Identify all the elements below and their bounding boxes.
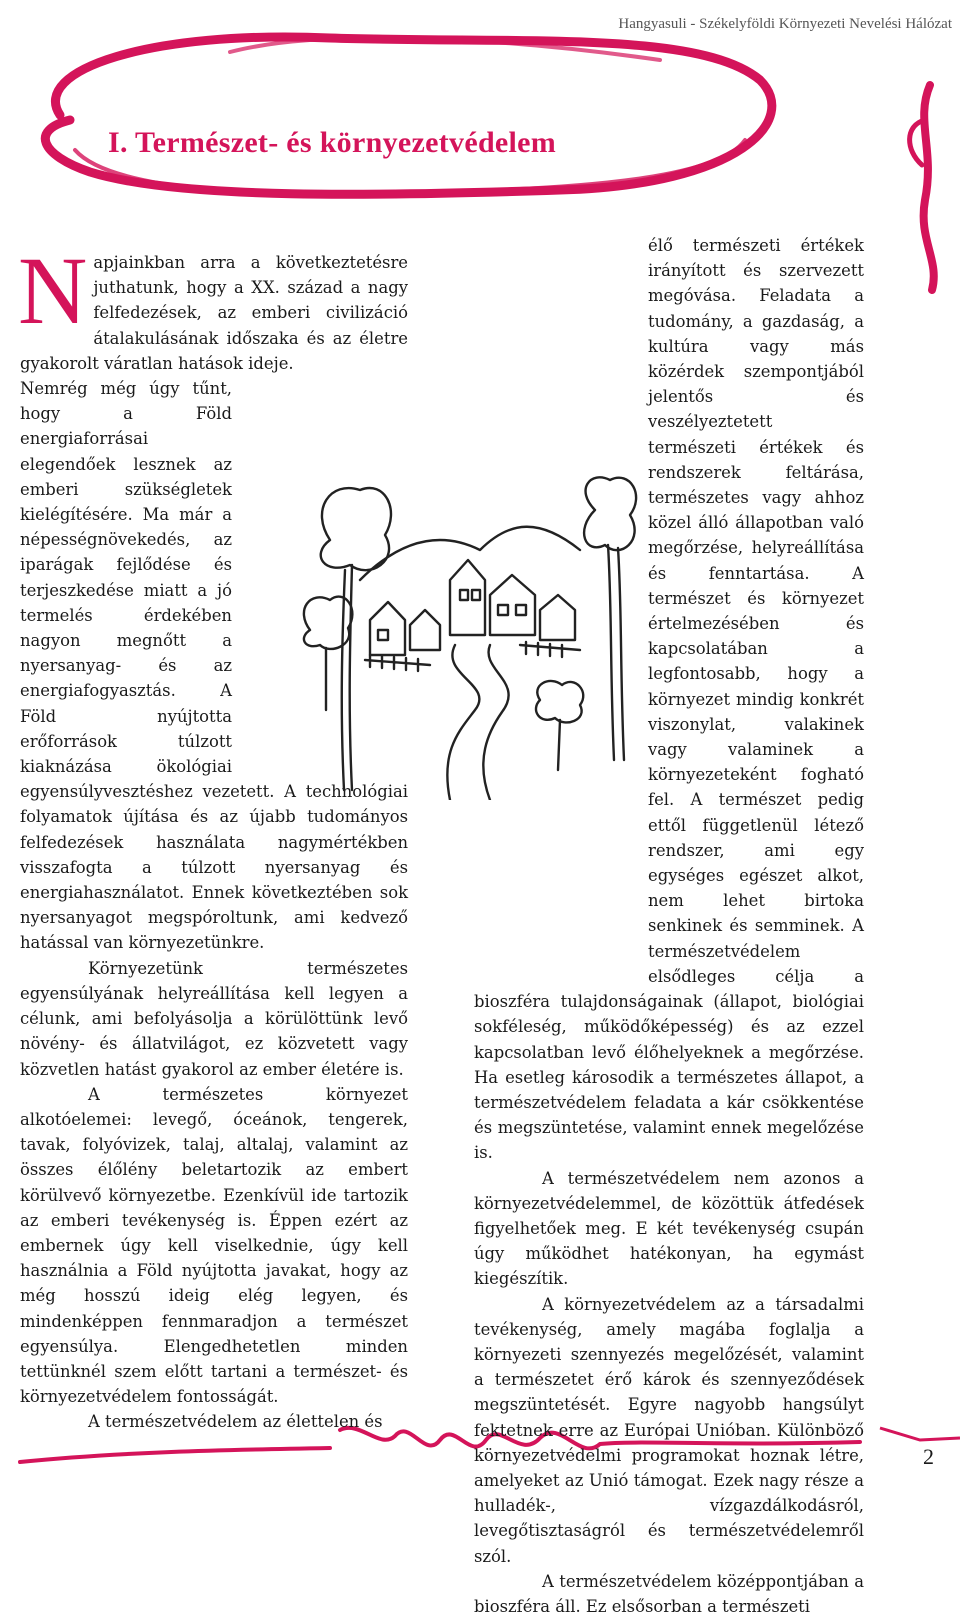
left-column — [18, 237, 408, 1435]
village-illustration-icon — [290, 470, 650, 800]
right-paragraph-2: A természetvédelem nem azonos a környezetvédelemmel, de közöttük átfedések figyelhetőek meg. E két tevékenység csupán úgy működhet hatékonyan, ha egymást kiegészítik. — [474, 1168, 864, 1289]
right-paragraph-4: A természetvédelem középpontjában a bioszféra áll. Ez elsősorban a természeti — [474, 1571, 864, 1616]
title-frame-icon — [45, 37, 772, 194]
right-swirl-icon — [924, 85, 934, 290]
left-paragraph-4: A természetes környezet alkotóelemei: levegő, óceánok, tengerek, tavak, folyóvizek, talaj, altalaj, valamint az összes élőlény beletartozik az embert körülvevő környezetbe. Ezenkívül ide tartozik az emberi tevékenység is. Éppen ezért az embernek úgy kell viselkednie, úgy kell használnia a Föld nyújtotta javakat, hogy az még hosszú ideig elég legyen, és mindenképpen fennmaradjon a természet egyensúlya. Elengedhetetlen minden tettünknél szem előtt tartani a természet- és környezetvédelem fontosságát. — [20, 1084, 408, 1407]
page-number: 2 — [923, 1444, 934, 1469]
right-column — [474, 233, 864, 1619]
left-paragraph-5: A természetvédelem az élettelen és — [88, 1412, 383, 1432]
right-paragraph-3: A környezetvédelem az a társadalmi tevékenység, amely magába foglalja a környezeti szennyezés megelőzését, valamint a természetet érő károk és szennyeződések megszüntetését. Egyre nagyobb hangsúlyt fektetnek erre az Európai Unióban. Különböző környezetvédelmi programokat hoznak létre, amelyeket az Unió támogat. Ezek nagy része a hulladék-, vízgazdálkodásról, levegőtisztaságról és természetvédelemről szól. — [474, 1294, 864, 1566]
chapter-title: I. Természet- és környezetvédelem — [108, 126, 557, 160]
left-paragraph-1: apjainkban arra a következtetésre juthatunk, hogy a XX. század a nagy felfedezések, az emberi civilizáció átalakulásának időszaka és az életre gyakorolt váratlan hatások ideje. — [20, 253, 408, 373]
left-paragraph-3: Környezetünk természetes egyensúlyának helyreállítása kell legyen a célunk, ami befolyásolja a körülöttünk levő növény- és állatvilágot, ez közvetett vagy közvetlen hatást gyakorol az ember életére is. — [20, 958, 408, 1079]
left-paragraph-2: Nemrég még úgy tűnt, hogy a Föld energiaforrásai elegendőek lesznek az emberi szükségletek kielégítésére. Ma már a népességnövekedés, az iparágak fejlődése és terjeszkedése miatt a jó termelés érdekében nagyon megnőtt a nyersanyag- és az energiafogyasztás. A Föld nyújtotta erőforrások túlzott kiaknázása ökológiai egyensúlyvesztéshez vezetett. A technológiai folyamatok újítása és az újabb tudományos felfedezések használata nagymértékben visszafogta a túlzott nyersanyag és energiahasználatot. Ennek következtében sok nyersanyagot megspóroltunk, ami kedvező hatással van környezetünkre. — [20, 379, 408, 953]
dropcap-letter: N — [18, 237, 88, 344]
header-network-name: Hangyasuli - Székelyföldi Környezeti Nevelési Hálózat — [618, 16, 952, 32]
right-paragraph-1: élő természeti értékek irányított és szervezett megóvása. Feladata a tudomány, a gazdaság, a kultúra vagy más közérdek szempontjából jelentős és veszélyeztetett természeti értékek és rendszerek feltárása, természetes vagy ahhoz közel álló állapotban való megőrzése, helyreállítása és fenntartása. A természet és környezet értelmezésében és kapcsolatában a legfontosabb, hogy a környezet mindig konkrét viszonylat, valakinek vagy valaminek a környezeteként fogható fel. A természet pedig ettől függetlenül létező rendszer, ami egy egységes egészet alkot, nem lehet birtoka senkinek és semminek. A természetvédelem elsődleges célja a bioszféra tulajdonságainak (állapot, biológiai sokféleség, működőképesség) és az ezzel kapcsolatban levő élőhelyeknek a megőrzése. Ha esetleg károsodik a természetes állapot, a természetvédelem feladata a kár csökkentése és megszüntetése, valamint ennek megelőzése is. — [474, 236, 864, 1163]
